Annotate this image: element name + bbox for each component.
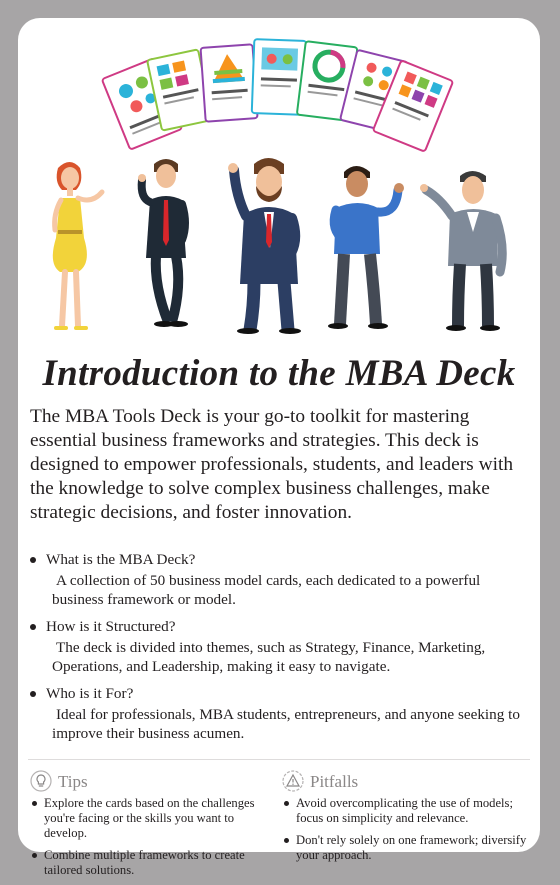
bullet-dot — [30, 557, 36, 563]
pitfall-text: Don't rely solely on one framework; diversify your approach. — [296, 833, 527, 862]
pitfalls-header — [282, 768, 528, 796]
pitfall-item — [282, 796, 528, 826]
page-title: Introduction to the MBA Deck — [42, 353, 516, 394]
qa-question: What is the MBA Deck? — [46, 551, 196, 568]
intro-paragraph: The MBA Tools Deck is your go-to toolkit for mastering essential business frameworks and strategies. This deck is designed to empower professionals, students, and leaders with the knowledge to solve complex business challenges, make strategic decisions, and foster innovation. — [30, 406, 514, 523]
warning-gear-icon — [282, 770, 304, 792]
pitfall-text: Avoid overcomplicating the use of models; focus on simplicity and relevance. — [296, 796, 513, 825]
mini-card-maslow — [201, 44, 258, 121]
qa-question: Who is it For? — [46, 685, 134, 702]
intro-card — [18, 18, 540, 877]
bullet-dot — [284, 838, 289, 843]
bullet-dot — [32, 801, 37, 806]
tip-text: Combine multiple frameworks to create tailored solutions. — [44, 848, 245, 877]
qa-answer: Ideal for professionals, MBA students, entrepreneurs, and anyone seeking to improve their business acumen. — [52, 706, 520, 742]
tips-label: Tips — [58, 772, 88, 791]
bullet-dot — [30, 624, 36, 630]
bullet-dot — [30, 691, 36, 697]
bullet-dot — [32, 853, 37, 858]
tip-item — [30, 796, 276, 841]
person-man-grey-suit — [420, 171, 502, 331]
person-man-blue-shirt — [328, 166, 404, 329]
pitfall-item — [282, 833, 528, 863]
person-woman-yellow-dress — [53, 162, 102, 328]
section-divider — [28, 759, 530, 760]
tips-header — [30, 768, 276, 796]
fanned-framework-cards — [102, 39, 453, 152]
qa-answer: The deck is divided into themes, such as Strategy, Finance, Marketing, Operations, and Leadership, making it easy to navigate. — [52, 639, 486, 675]
qa-answer: A collection of 50 business model cards, each dedicated to a powerful business framework or model. — [52, 572, 481, 608]
hero-illustration — [18, 18, 540, 338]
lightbulb-icon — [30, 770, 52, 792]
qa-question: How is it Structured? — [46, 618, 176, 635]
tip-text: Explore the cards based on the challenges you're facing or the skills you want to develop. — [44, 796, 255, 840]
tips-section — [30, 768, 276, 885]
person-man-navy-suit-bearded — [228, 158, 301, 334]
tip-item — [30, 848, 276, 878]
pitfalls-label: Pitfalls — [310, 772, 359, 791]
bullet-dot — [284, 801, 289, 806]
person-man-dark-suit — [138, 159, 188, 327]
pitfalls-section — [282, 768, 528, 870]
